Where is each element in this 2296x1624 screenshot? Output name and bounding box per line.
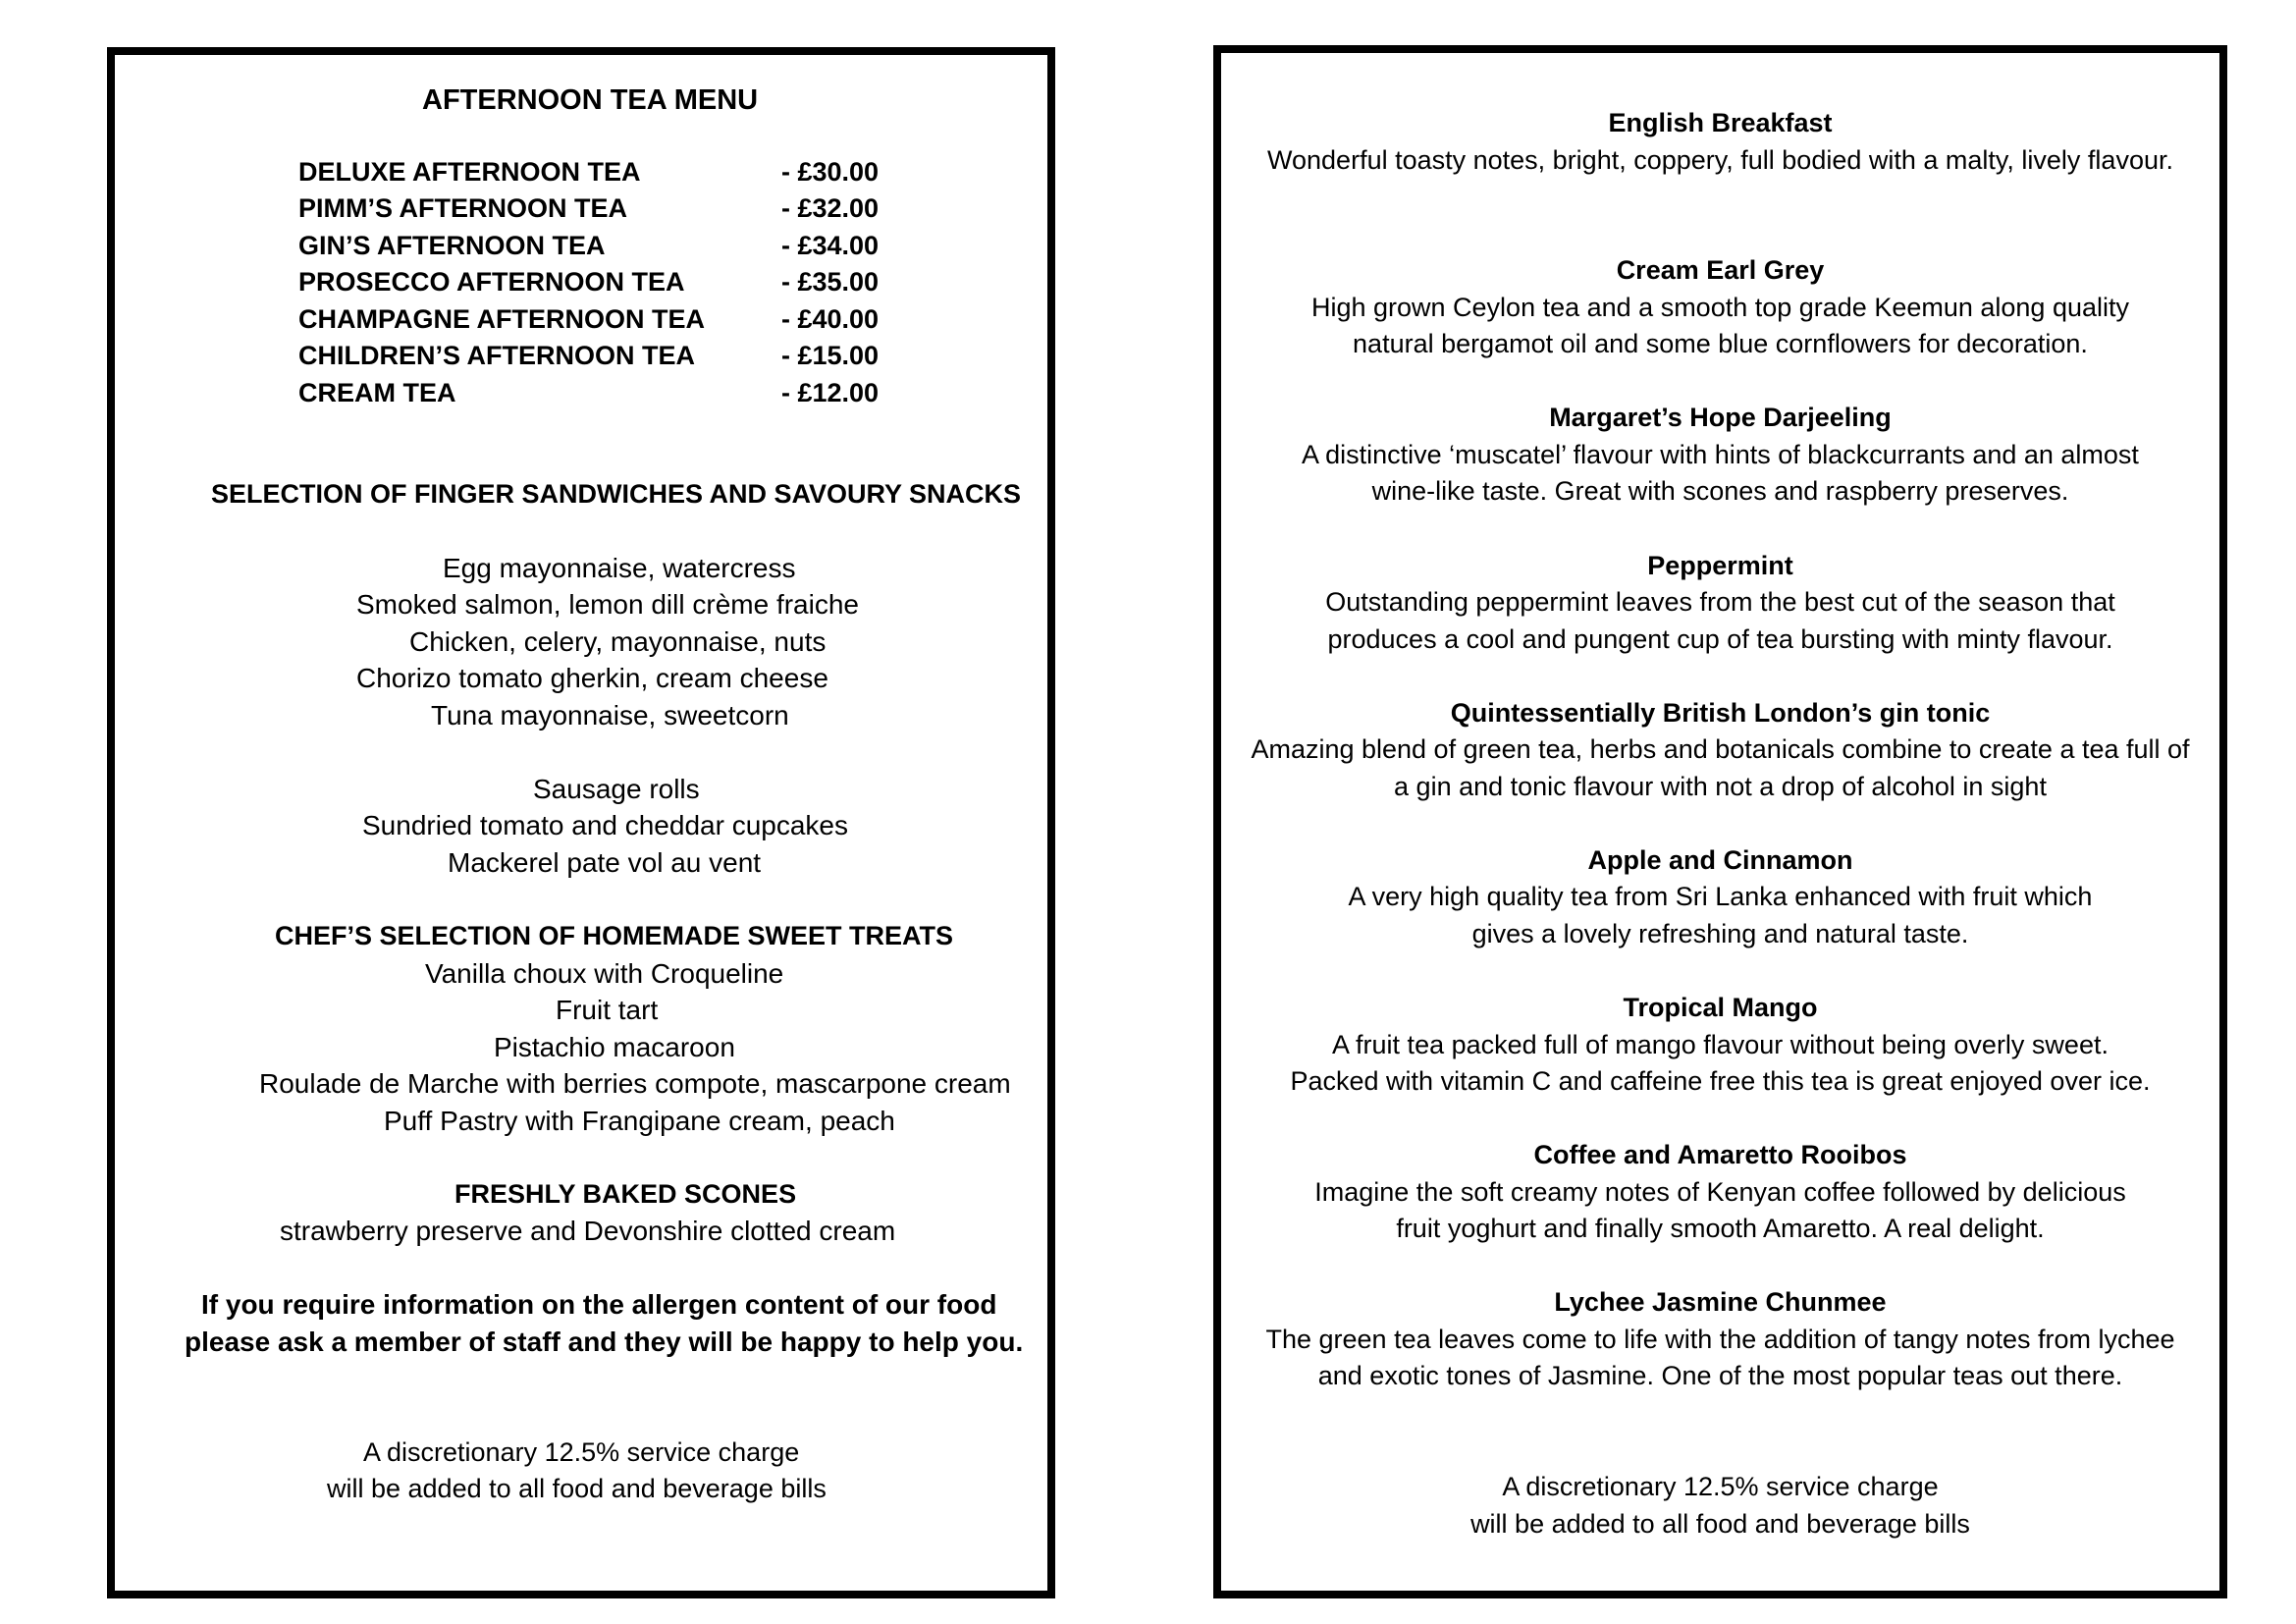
- tea-package-name: GIN’S AFTERNOON TEA: [298, 231, 606, 260]
- tea-name: Tropical Mango: [1623, 993, 1818, 1022]
- service-charge-note: A discretionary 12.5% service charge: [363, 1437, 800, 1467]
- menu-title: AFTERNOON TEA MENU: [422, 84, 759, 116]
- tea-description: and exotic tones of Jasmine. One of the most popular teas out there.: [1317, 1361, 2123, 1390]
- tea-description: fruit yoghurt and finally smooth Amaretto. A real delight.: [1396, 1214, 2045, 1243]
- tea-description: produces a cool and pungent cup of tea bursting with minty flavour.: [1327, 624, 2113, 654]
- tea-name: Peppermint: [1647, 551, 1793, 580]
- price-row: [115, 267, 1047, 302]
- tea-description: gives a lovely refreshing and natural taste.: [1471, 919, 1969, 948]
- tea-description: Imagine the soft creamy notes of Kenyan coffee followed by delicious: [1314, 1177, 2126, 1207]
- price-row: [115, 231, 1047, 266]
- tea-package-name: PIMM’S AFTERNOON TEA: [298, 193, 627, 223]
- sweet-item: Fruit tart: [556, 995, 659, 1025]
- savoury-snack-item: Sundried tomato and cheddar cupcakes: [362, 810, 848, 840]
- service-charge-note: will be added to all food and beverage bills: [327, 1474, 827, 1503]
- sweet-item: Roulade de Marche with berries compote, mascarpone cream: [259, 1068, 1011, 1099]
- sandwich-item: Chorizo tomato gherkin, cream cheese: [356, 663, 828, 693]
- scones-heading: FRESHLY BAKED SCONES: [454, 1179, 797, 1209]
- tea-name: Lychee Jasmine Chunmee: [1554, 1287, 1887, 1317]
- sweet-item: Puff Pastry with Frangipane cream, peach: [384, 1106, 895, 1136]
- savoury-snack-item: Mackerel pate vol au vent: [448, 847, 762, 878]
- tea-package-name: CHAMPAGNE AFTERNOON TEA: [298, 304, 705, 334]
- tea-package-price: - £40.00: [781, 304, 880, 334]
- price-row: [115, 304, 1047, 340]
- tea-package-name: PROSECCO AFTERNOON TEA: [298, 267, 685, 297]
- tea-package-name: DELUXE AFTERNOON TEA: [298, 157, 641, 187]
- allergen-notice: please ask a member of staff and they will be happy to help you.: [185, 1326, 1024, 1357]
- sandwich-item: Tuna mayonnaise, sweetcorn: [431, 700, 789, 731]
- sweets-heading: CHEF’S SELECTION OF HOMEMADE SWEET TREATS: [275, 921, 954, 950]
- tea-package-name: CREAM TEA: [298, 378, 456, 407]
- sandwiches-heading: SELECTION OF FINGER SANDWICHES AND SAVOURY SNACKS: [211, 479, 1022, 509]
- tea-description: Packed with vitamin C and caffeine free this tea is great enjoyed over ice.: [1290, 1066, 2151, 1096]
- tea-package-price: - £15.00: [781, 341, 880, 370]
- tea-name: Quintessentially British London’s gin tonic: [1450, 698, 1991, 728]
- sandwich-item: Chicken, celery, mayonnaise, nuts: [409, 626, 827, 657]
- tea-description: Wonderful toasty notes, bright, coppery, full bodied with a malty, lively flavour.: [1267, 145, 2173, 175]
- tea-description: High grown Ceylon tea and a smooth top grade Keemun along quality: [1310, 293, 2130, 322]
- tea-package-price: - £30.00: [781, 157, 880, 187]
- tea-description: A very high quality tea from Sri Lanka enhanced with fruit which: [1348, 882, 2093, 911]
- tea-package-price: - £12.00: [781, 378, 880, 407]
- price-row: [115, 341, 1047, 376]
- allergen-notice: If you require information on the allergen content of our food: [201, 1289, 997, 1320]
- tea-name: English Breakfast: [1608, 108, 1833, 137]
- service-charge-note: will be added to all food and beverage bills: [1470, 1509, 1970, 1539]
- tea-description: a gin and tonic flavour with not a drop of alcohol in sight: [1394, 772, 2047, 801]
- tea-package-name: CHILDREN’S AFTERNOON TEA: [298, 341, 695, 370]
- price-row: [115, 378, 1047, 413]
- tea-selection-page: [1213, 45, 2227, 1598]
- tea-name: Cream Earl Grey: [1616, 255, 1825, 285]
- tea-description: Outstanding peppermint leaves from the best cut of the season that: [1325, 587, 2115, 617]
- tea-name: Apple and Cinnamon: [1587, 845, 1853, 875]
- sweet-item: Pistachio macaroon: [494, 1032, 735, 1062]
- tea-description: wine-like taste. Great with scones and raspberry preserves.: [1371, 476, 2069, 506]
- tea-description: A distinctive ‘muscatel’ flavour with hints of blackcurrants and an almost: [1302, 440, 2139, 469]
- service-charge-note: A discretionary 12.5% service charge: [1502, 1472, 1939, 1501]
- savoury-snack-item: Sausage rolls: [533, 774, 700, 804]
- tea-description: Amazing blend of green tea, herbs and botanicals combine to create a tea full of: [1251, 734, 2190, 764]
- tea-description: A fruit tea packed full of mango flavour without being overly sweet.: [1332, 1030, 2109, 1059]
- sweet-item: Vanilla choux with Croqueline: [425, 958, 784, 989]
- scones-description: strawberry preserve and Devonshire clotted cream: [280, 1216, 896, 1246]
- sandwich-item: Smoked salmon, lemon dill crème fraiche: [356, 589, 859, 620]
- tea-package-price: - £35.00: [781, 267, 880, 297]
- tea-package-price: - £32.00: [781, 193, 880, 223]
- tea-description: The green tea leaves come to life with the addition of tangy notes from lychee: [1265, 1325, 2175, 1354]
- tea-name: Margaret’s Hope Darjeeling: [1549, 403, 1892, 432]
- tea-name: Coffee and Amaretto Rooibos: [1533, 1140, 1907, 1169]
- sandwich-item: Egg mayonnaise, watercress: [443, 553, 796, 583]
- tea-description: natural bergamot oil and some blue cornflowers for decoration.: [1353, 329, 2088, 358]
- price-row: [115, 157, 1047, 192]
- price-row: [115, 193, 1047, 229]
- tea-package-price: - £34.00: [781, 231, 880, 260]
- afternoon-tea-menu-page: [107, 47, 1055, 1598]
